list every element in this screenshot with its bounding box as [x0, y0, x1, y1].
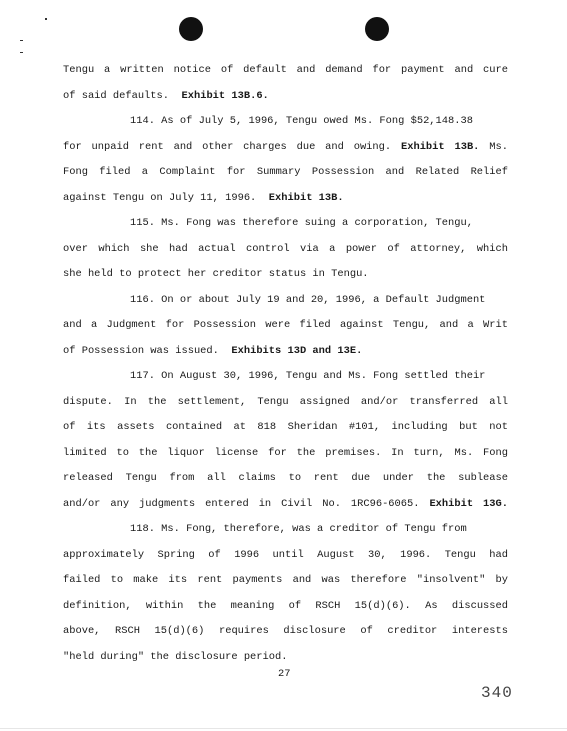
text-line: definition, within the meaning of RSCH 15(d)(6). As discussed — [63, 600, 508, 612]
text-line: failed to make its rent payments and was therefore "insolvent" by — [63, 574, 508, 586]
text-line: Fong filed a Complaint for Summary Possession and Related Relief — [63, 166, 508, 178]
scan-mark — [20, 40, 23, 41]
exhibit-reference: Exhibit 13B.6. — [181, 90, 269, 102]
text-line: of its assets contained at 818 Sheridan #101, including but not — [63, 421, 508, 433]
text-line: limited to the liquor license for the premises. In turn, Ms. Fong — [63, 447, 508, 459]
text-line: for unpaid rent and other charges due and owing. Exhibit 13B. Ms. — [63, 141, 508, 153]
text-line: over which she had actual control via a power of attorney, which — [63, 243, 508, 255]
text-line: of Possession was issued. Exhibits 13D and 13E. — [63, 345, 363, 357]
scan-mark — [45, 18, 47, 20]
punch-hole-left — [179, 17, 203, 41]
paragraph-117-start: 117. On August 30, 1996, Tengu and Ms. Fong settled their — [130, 370, 486, 382]
exhibit-reference: Exhibit 13G. — [429, 498, 508, 510]
text-line: against Tengu on July 11, 1996. Exhibit 13B. — [63, 192, 344, 204]
paragraph-118-start: 118. Ms. Fong, therefore, was a creditor of Tengu from — [130, 523, 467, 535]
punch-hole-right — [365, 17, 389, 41]
page-number: 27 — [278, 668, 291, 680]
exhibit-reference: Exhibit 13B. — [400, 141, 480, 153]
paragraph-115-start: 115. Ms. Fong was therefore suing a corporation, Tengu, — [130, 217, 473, 229]
text-line: she held to protect her creditor status in Tengu. — [63, 268, 369, 280]
text-line: and a Judgment for Possession were filed against Tengu, and a Writ — [63, 319, 508, 331]
text-line: of said defaults. Exhibit 13B.6. — [63, 90, 269, 102]
text-line: dispute. In the settlement, Tengu assigned and/or transferred all — [63, 396, 508, 408]
exhibit-reference: Exhibit 13B. — [268, 192, 344, 204]
scan-mark — [20, 52, 23, 53]
bates-stamp: 340 — [481, 684, 513, 702]
text-line: above, RSCH 15(d)(6) requires disclosure of creditor interests — [63, 625, 508, 637]
text-line: released Tengu from all claims to rent due under the sublease — [63, 472, 508, 484]
text-line: and/or any judgments entered in Civil No. 1RC96-6065. Exhibit 13G. — [63, 498, 508, 510]
paragraph-114-start: 114. As of July 5, 1996, Tengu owed Ms. Fong $52,148.38 — [130, 115, 473, 127]
scan-edge — [0, 728, 567, 729]
exhibit-reference: Exhibits 13D and 13E. — [231, 345, 363, 357]
paragraph-116-start: 116. On or about July 19 and 20, 1996, a Default Judgment — [130, 294, 486, 306]
text-line: approximately Spring of 1996 until August 30, 1996. Tengu had — [63, 549, 508, 561]
text-line: "held during" the disclosure period. — [63, 651, 288, 663]
text-line: Tengu a written notice of default and demand for payment and cure — [63, 64, 508, 76]
